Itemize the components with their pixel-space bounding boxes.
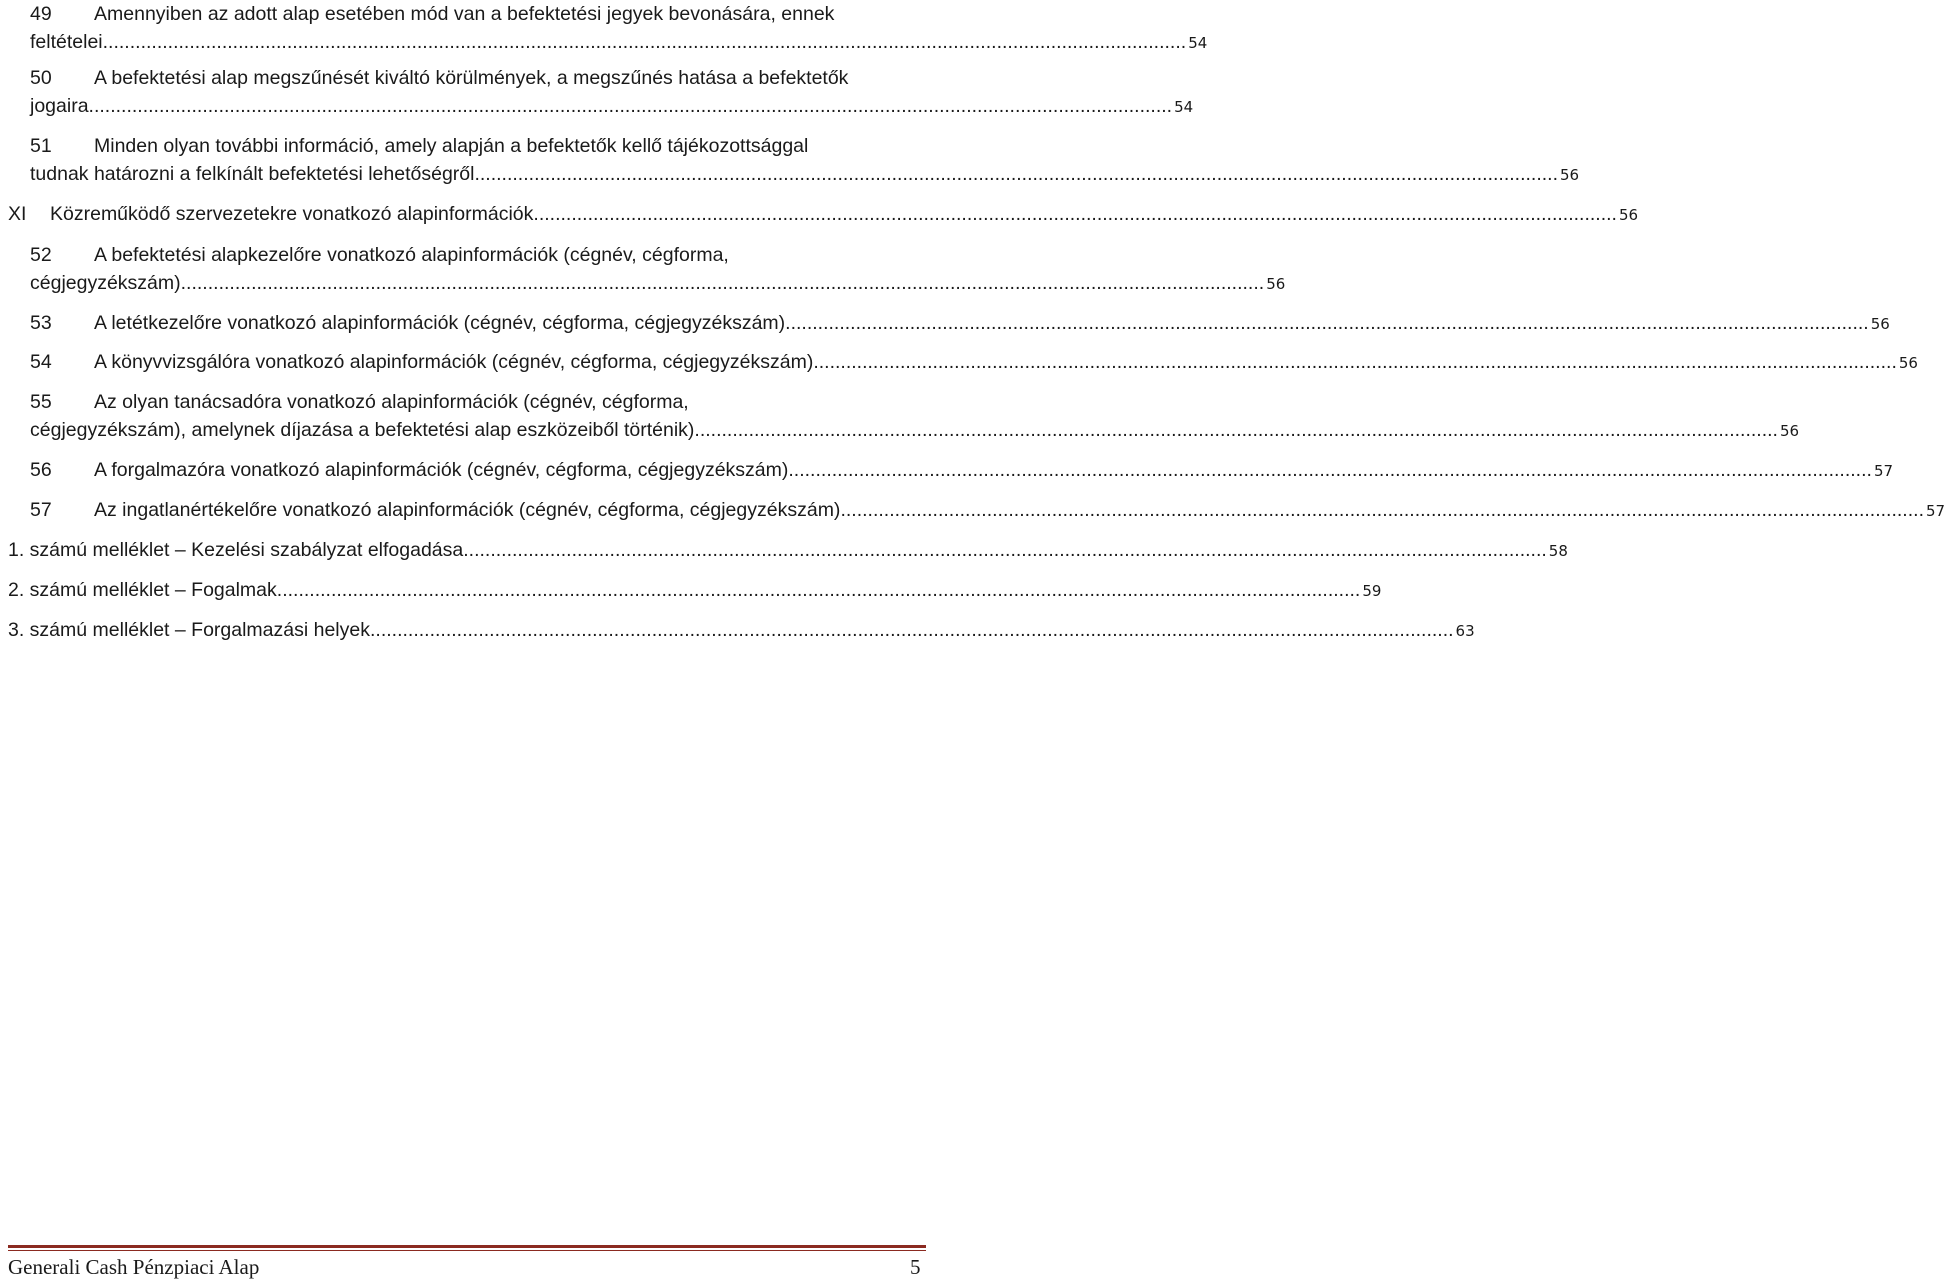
footer-rule-thick xyxy=(8,1245,926,1248)
leader-dots: ........................................................................................................................................................................................................ xyxy=(840,499,1924,521)
leader-dots: ........................................................................................................................................................................................................ xyxy=(463,539,1547,561)
toc-appendix-title: 3. számú melléklet – Forgalmazási helyek xyxy=(8,619,370,641)
toc-page-number: 63 xyxy=(1455,622,1475,640)
leader-dots: ........................................................................................................................................................................................................ xyxy=(785,312,1869,334)
toc-entry-number: 56 xyxy=(30,459,52,481)
toc-page-number: 54 xyxy=(1188,34,1208,52)
footer-title: Generali Cash Pénzpiaci Alap xyxy=(8,1255,260,1279)
toc-appendix-1[interactable] xyxy=(0,536,1568,564)
toc-entry-56[interactable] xyxy=(0,456,1894,484)
leader-dots: ........................................................................................................................................................................................................ xyxy=(694,419,1778,441)
toc-entry-title: Amennyiben az adott alap esetében mód van a befektetési jegyek bevonására, ennek xyxy=(94,3,835,25)
leader-dots: ........................................................................................................................................................................................................ xyxy=(180,272,1265,294)
leader-dots: ........................................................................................................................................................................................................ xyxy=(102,31,1187,53)
toc-entry-title-cont: tudnak határozni a felkínált befektetési lehetőségről xyxy=(30,163,475,185)
toc-entry-number: 57 xyxy=(30,499,52,521)
toc-appendix-title: 2. számú melléklet – Fogalmak xyxy=(8,579,277,601)
toc-entry-title: A letétkezelőre vonatkozó alapinformációk (cégnév, cégforma, cégjegyzékszám) xyxy=(94,312,786,334)
leader-dots: ........................................................................................................................................................................................................ xyxy=(276,579,1361,601)
toc-entry-title: A könyvvizsgálóra vonatkozó alapinformációk (cégnév, cégforma, cégjegyzékszám) xyxy=(94,351,814,373)
toc-entry-title-cont: feltételei xyxy=(30,31,103,53)
toc-page-number: 57 xyxy=(1873,462,1894,480)
toc-page-number: 58 xyxy=(1548,542,1568,560)
toc-entry-number: 52 xyxy=(30,244,52,266)
toc-entry-title-cont: jogaira xyxy=(30,95,89,117)
leader-dots: ........................................................................................................................................................................................................ xyxy=(533,203,1617,225)
toc-page-number: 59 xyxy=(1362,582,1382,600)
toc-appendix-2[interactable] xyxy=(0,576,1382,604)
footer-page-number: 5 xyxy=(910,1255,921,1279)
toc-entry-number: 54 xyxy=(30,351,52,373)
toc-entry-53[interactable] xyxy=(0,309,1890,337)
toc-entry-number: 55 xyxy=(30,391,52,413)
toc-page-number: 57 xyxy=(1925,502,1945,520)
toc-page-number: 56 xyxy=(1779,422,1800,440)
toc-section-xi[interactable] xyxy=(0,200,1639,228)
toc-entry-number: 53 xyxy=(30,312,52,334)
toc-entry-title-cont: cégjegyzékszám) xyxy=(30,272,181,294)
leader-dots: ........................................................................................................................................................................................................ xyxy=(88,95,1173,117)
toc-page-number: 56 xyxy=(1560,166,1580,184)
toc-entry-title: A befektetési alapkezelőre vonatkozó alapinformációk (cégnév, cégforma, xyxy=(94,244,729,266)
toc-entry-title: Az olyan tanácsadóra vonatkozó alapinformációk (cégnév, cégforma, xyxy=(94,391,689,413)
toc-entry-number: 49 xyxy=(30,3,52,25)
leader-dots: ........................................................................................................................................................................................................ xyxy=(369,619,1454,641)
toc-entry-number: 50 xyxy=(30,67,52,89)
toc-entry-57[interactable] xyxy=(0,496,1945,524)
toc-entry-title: A befektetési alap megszűnését kiváltó körülmények, a megszűnés hatása a befektetők xyxy=(94,67,849,89)
toc-entry-54[interactable] xyxy=(0,348,1918,376)
toc-section-number: XI xyxy=(8,203,27,225)
leader-dots: ........................................................................................................................................................................................................ xyxy=(474,163,1559,185)
toc-page-number: 56 xyxy=(1898,354,1918,372)
toc-page-number: 54 xyxy=(1174,98,1194,116)
toc-entry-title: Minden olyan további információ, amely alapján a befektetők kellő tájékozottsággal xyxy=(94,135,809,157)
leader-dots: ........................................................................................................................................................................................................ xyxy=(813,351,1897,373)
toc-entry-title-cont: cégjegyzékszám), amelynek díjazása a befektetési alap eszközeiből történik) xyxy=(30,419,695,441)
toc-appendix-title: 1. számú melléklet – Kezelési szabályzat elfogadása xyxy=(8,539,464,561)
toc-appendix-3[interactable] xyxy=(0,616,1475,644)
toc-page-number: 56 xyxy=(1266,275,1286,293)
leader-dots: ........................................................................................................................................................................................................ xyxy=(788,459,1872,481)
toc-entry-title: Az ingatlanértékelőre vonatkozó alapinformációk (cégnév, cégforma, cégjegyzékszám) xyxy=(94,499,841,521)
toc-page-number: 56 xyxy=(1870,315,1890,333)
toc-entry-number: 51 xyxy=(30,135,52,157)
toc-entry-title: A forgalmazóra vonatkozó alapinformációk (cégnév, cégforma, cégjegyzékszám) xyxy=(94,459,789,481)
toc-page-number: 56 xyxy=(1618,206,1639,224)
footer-rule-thin xyxy=(8,1250,926,1251)
toc-section-title: Közreműködő szervezetekre vonatkozó alapinformációk xyxy=(50,203,534,225)
